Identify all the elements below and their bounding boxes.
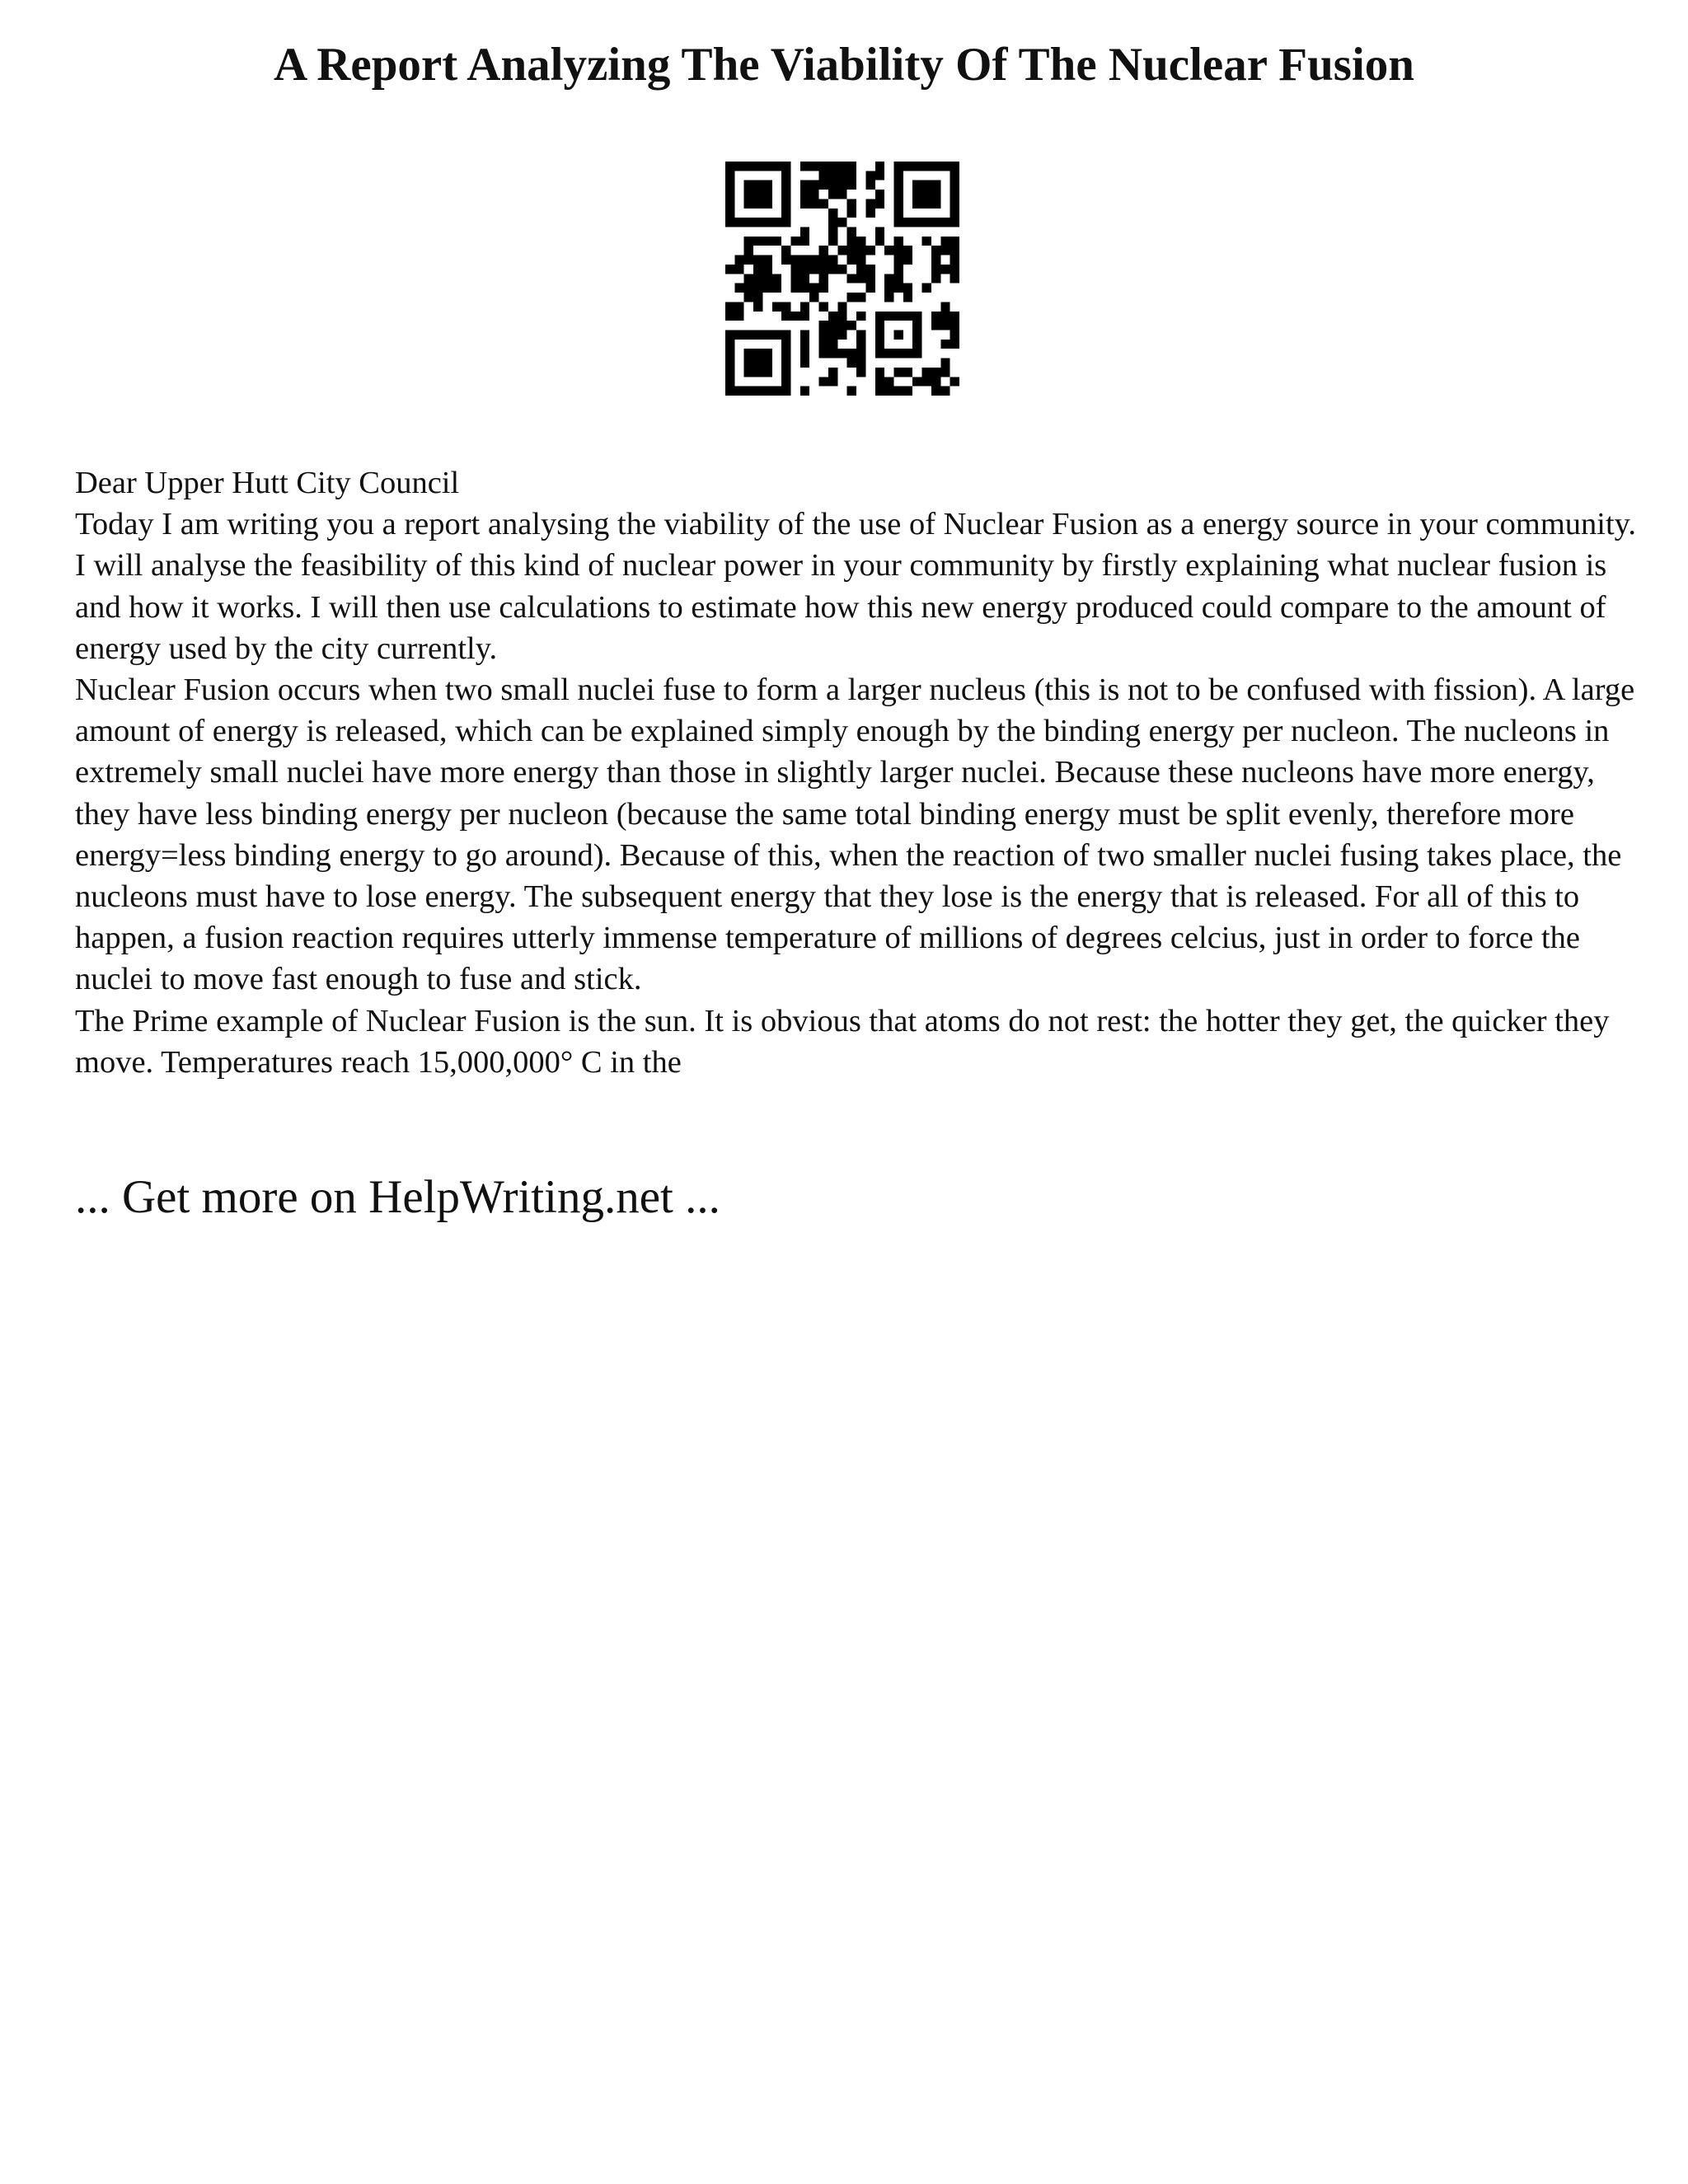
letter-body <box>75 462 1641 1083</box>
paragraph-intro: Today I am writing you a report analysing the viability of the use of Nuclear Fusion as a energy source in your community. I will analyse the feasibility of this kind of nuclear power in your community by firstly explaining what nuclear fusion is and how it works. I will then use calculations to estimate how this new energy produced could compare to the amount of energy used by the city currently. <box>75 507 1637 666</box>
salutation: Dear Upper Hutt City Council <box>75 466 460 500</box>
paragraph-sun: The Prime example of Nuclear Fusion is the sun. It is obvious that atoms do not rest: the hotter they get, the quicker they move. Temperatures reach 15,000,000° C in the <box>75 1003 1610 1080</box>
document-title: A Report Analyzing The Viability Of The Nuclear Fusion <box>273 39 1414 91</box>
qr-code-graphic <box>725 162 959 396</box>
get-more-link[interactable]: ... Get more on HelpWriting.net ... <box>75 1171 720 1223</box>
qr-code-icon <box>725 162 959 396</box>
paragraph-fusion: Nuclear Fusion occurs when two small nuclei fuse to form a larger nucleus (this is not to be confused with fission). A large amount of energy is released, which can be explained simply enough by the binding energy per nucleon. The nucleons in extremely small nuclei have more energy than those in slightly larger nuclei. Because these nucleons have more energy, they have less binding energy per nucleon (because the same total binding energy must be split evenly, therefore more energy=less binding energy to go around). Because of this, when the reaction of two smaller nuclei fusing takes place, the nucleons must have to lose energy. The subsequent energy that they lose is the energy that is released. For all of this to happen, a fusion reaction requires utterly immense temperature of millions of degrees celcius, just in order to force the nuclei to move fast enough to fuse and stick. <box>75 673 1635 997</box>
